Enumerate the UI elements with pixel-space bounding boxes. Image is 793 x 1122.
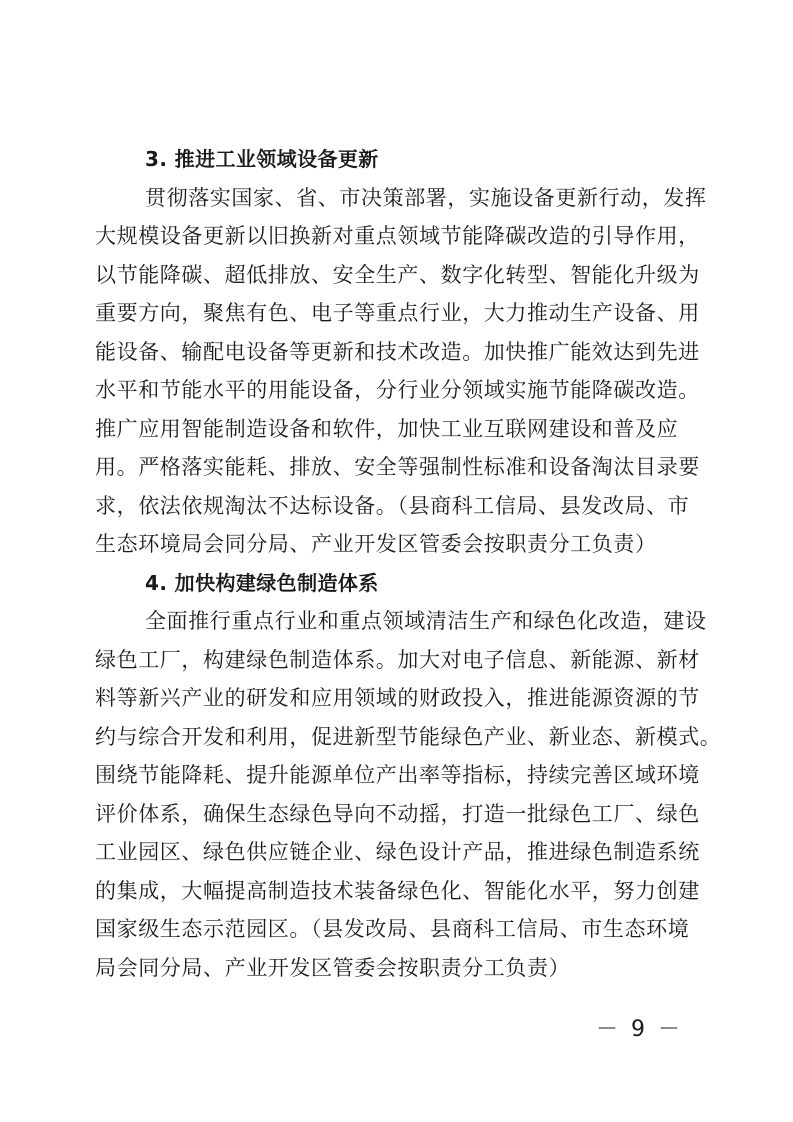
paragraph-line: 求，依法依规淘汰不达标设备。（县商科工信局、县发改局、市 <box>95 493 690 518</box>
paragraph-line: 推广应用智能制造设备和软件，加快工业互联网建设和普及应 <box>95 416 679 441</box>
paragraph-line: 水平和节能水平的用能设备，分行业分领域实施节能降碳改造。 <box>95 378 700 402</box>
paragraph-line: 国家级生态示范园区。（县发改局、县商科工信局、市生态环境 <box>95 917 690 941</box>
section-heading-4: 4. 加快构建绿色制造体系 <box>145 570 379 595</box>
document-body <box>95 140 722 987</box>
paragraph-line: 大规模设备更新以旧换新对重点领域节能降碳改造的引导作用， <box>95 224 700 248</box>
paragraph-line: 全面推行重点行业和重点领域清洁生产和绿色化改造，建设 <box>145 609 707 633</box>
paragraph-line: 料等新兴产业的研发和应用领域的财政投入，推进能源资源的节 <box>95 686 700 710</box>
paragraph-line: 能设备、输配电设备等更新和技术改造。加快推广能效达到先进 <box>95 339 700 364</box>
page-number: － 9 － <box>596 1017 683 1042</box>
paragraph-line: 绿色工厂，构建绿色制造体系。加大对电子信息、新能源、新材 <box>95 647 700 672</box>
paragraph-line: 用。严格落实能耗、排放、安全等强制性标准和设备淘汰目录要 <box>95 455 700 479</box>
paragraph-line: 约与综合开发和利用，促进新型节能绿色产业、新业态、新模式。 <box>95 724 722 749</box>
paragraph-line: 工业园区、绿色供应链企业、绿色设计产品，推进绿色制造系统 <box>95 840 700 864</box>
paragraph-line: 局会同分局、产业开发区管委会按职责分工负责） <box>95 955 571 980</box>
paragraph-line: 重要方向，聚焦有色、电子等重点行业，大力推动生产设备、用 <box>95 301 700 325</box>
section-heading-3: 3. 推进工业领域设备更新 <box>145 147 379 171</box>
paragraph-line: 围绕节能降耗、提升能源单位产出率等指标，持续完善区域环境 <box>95 763 700 787</box>
paragraph-line: 贯彻落实国家、省、市决策部署，实施设备更新行动，发挥 <box>145 185 707 210</box>
paragraph-line: 以节能降碳、超低排放、安全生产、数字化转型、智能化升级为 <box>95 262 700 287</box>
paragraph-line: 生态环境局会同分局、产业开发区管委会按职责分工负责） <box>95 532 657 556</box>
paragraph-line: 评价体系，确保生态绿色导向不动摇，打造一批绿色工厂、绿色 <box>95 801 700 826</box>
paragraph-line: 的集成，大幅提高制造技术装备绿色化、智能化水平，努力创建 <box>95 878 700 903</box>
